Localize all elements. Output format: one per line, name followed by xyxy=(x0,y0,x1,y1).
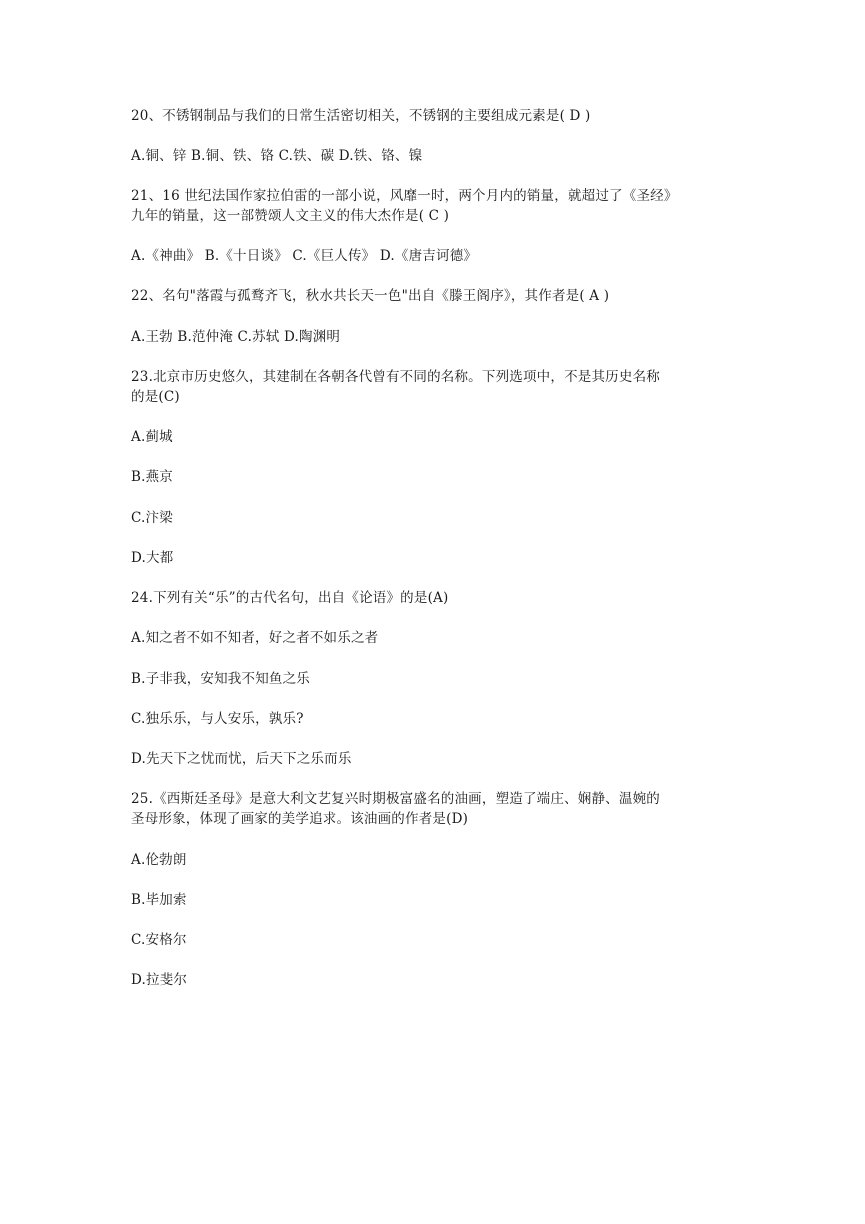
question-21-options: A.《神曲》 B.《十日谈》 C.《巨人传》 D.《唐吉诃德》 xyxy=(131,248,478,264)
question-23-text-line-1: 23.北京市历史悠久，其建制在各朝各代曾有不同的名称。下列选项中，不是其历史名称 xyxy=(131,369,660,385)
question-25-option-a: A.伦勃朗 xyxy=(131,852,187,868)
question-23-text-line-2: 的是(C) xyxy=(131,389,180,405)
question-23-option-a: A.蓟城 xyxy=(131,429,173,445)
question-21-text-line-2: 九年的销量，这一部赞颂人文主义的伟大杰作是( C ) xyxy=(131,208,450,224)
question-24-option-c: C.独乐乐，与人安乐，孰乐? xyxy=(131,711,304,727)
question-24-text: 24.下列有关“乐”的古代名句，出自《论语》的是(A) xyxy=(131,590,449,606)
question-22-options: A.王勃 B.范仲淹 C.苏轼 D.陶渊明 xyxy=(131,329,341,345)
question-25-option-b: B.毕加索 xyxy=(131,892,187,908)
question-25-option-d: D.拉斐尔 xyxy=(131,972,188,988)
question-24-option-d: D.先天下之忧而忧，后天下之乐而乐 xyxy=(131,751,352,767)
question-24-option-b: B.子非我，安知我不知鱼之乐 xyxy=(131,671,311,687)
question-20-text: 20、不锈钢制品与我们的日常生活密切相关，不锈钢的主要组成元素是( D ) xyxy=(131,108,591,124)
question-23-option-d: D.大都 xyxy=(131,550,174,566)
question-22-text: 22、名句"落霞与孤鹜齐飞，秋水共长天一色"出自《滕王阁序》，其作者是( A ) xyxy=(131,288,610,304)
question-21-text-line-1: 21、16 世纪法国作家拉伯雷的一部小说，风靡一时，两个月内的销量，就超过了《圣经》 xyxy=(131,188,678,204)
question-25-text-line-2: 圣母形象，体现了画家的美学追求。该油画的作者是(D) xyxy=(131,811,469,827)
question-23-option-c: C.汴梁 xyxy=(131,510,173,526)
question-25-text-line-1: 25.《西斯廷圣母》是意大利文艺复兴时期极富盛名的油画，塑造了端庄、娴静、温婉的 xyxy=(131,791,660,807)
question-24-option-a: A.知之者不如不知者，好之者不如乐之者 xyxy=(131,630,379,646)
question-25-option-c: C.安格尔 xyxy=(131,932,187,948)
question-23-option-b: B.燕京 xyxy=(131,469,174,485)
question-20-options: A.铜、锌 B.铜、铁、铬 C.铁、碳 D.铁、铬、镍 xyxy=(131,148,423,164)
